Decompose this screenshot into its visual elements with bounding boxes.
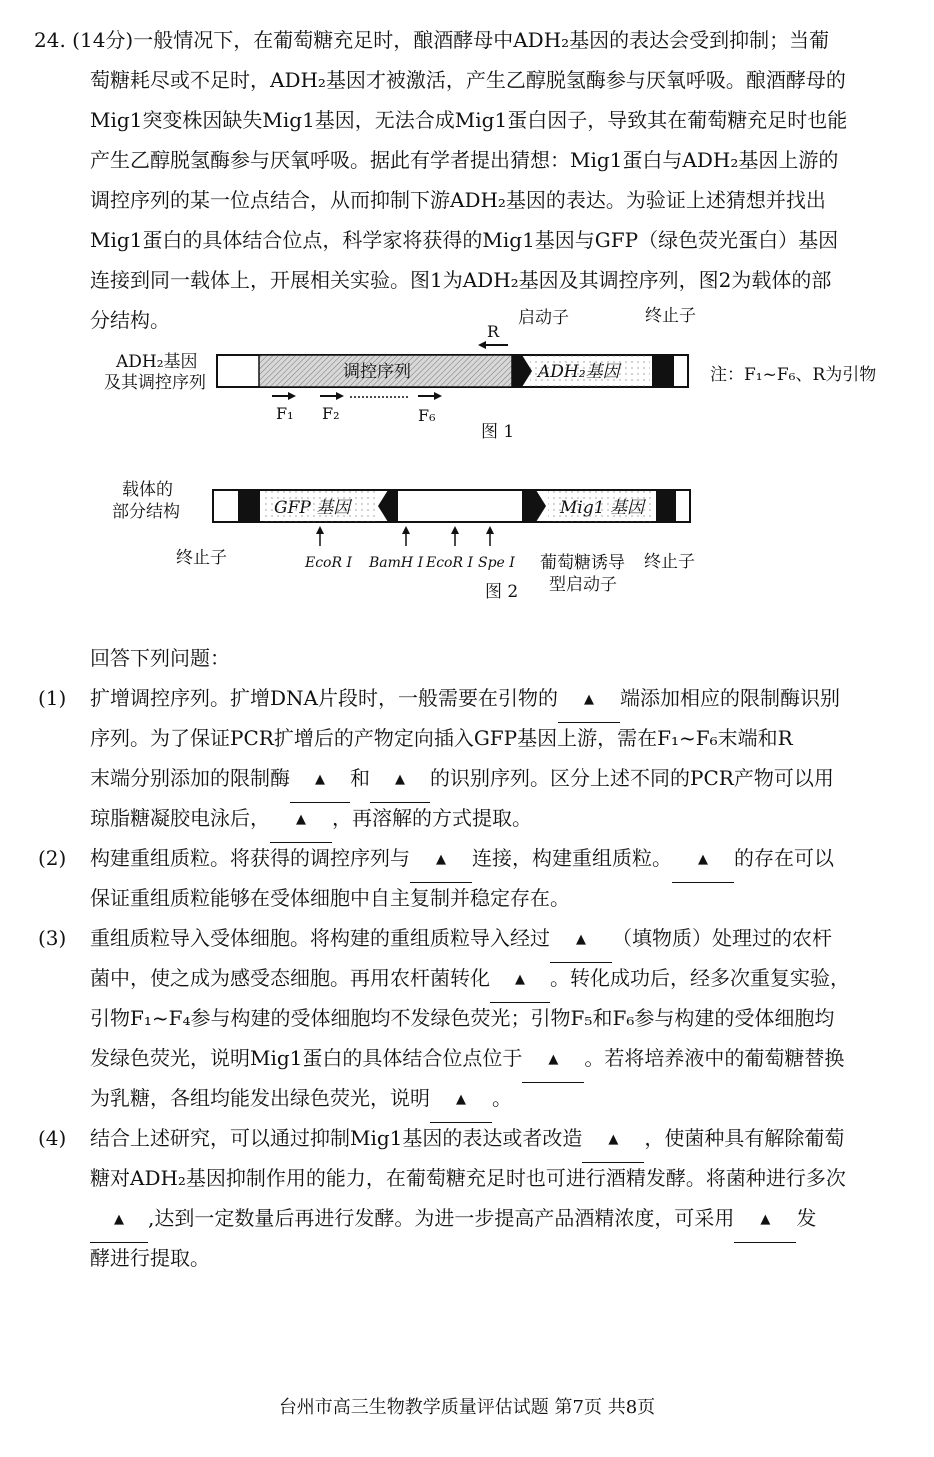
fig1-row-label-2: 及其调控序列 <box>104 373 206 393</box>
fig1-terminator-label: 终止子 <box>645 306 696 326</box>
part-2-line-1: 构建重组质粒。将获得的调控序列与 ▲ 连接，构建重组质粒。 ▲ 的存在可以 <box>90 838 834 883</box>
fig1-terminator-block <box>652 355 674 387</box>
part-3-line-2: 菌中，使之成为感受态细胞。再用农杆菌转化 ▲ 。转化成功后，经多次重复实验， <box>90 958 850 1003</box>
answer-blank[interactable]: ▲ <box>582 1118 644 1163</box>
question-line-1 <box>34 20 829 60</box>
fig2-terminator-right-block <box>656 490 676 522</box>
answer-blank[interactable]: ▲ <box>290 758 350 803</box>
part-3-line-5: 为乳糖，各组均能发出绿色荧光，说明 ▲ 。 <box>90 1078 512 1123</box>
answer-blank[interactable]: ▲ <box>90 1198 148 1243</box>
fig2-diagram <box>0 460 934 550</box>
fig2-site1-label: EcoR Ⅰ <box>305 555 353 571</box>
answer-prompt: 回答下列问题： <box>90 646 230 670</box>
page-footer: 台州市高三生物教学质量评估试题 第7页 共8页 <box>278 1397 656 1418</box>
fig1-primer-f6-label: F₆ <box>418 406 436 425</box>
fig1-caption: 图 1 <box>481 422 515 442</box>
part-4-line-3: ▲ ,达到一定数量后再进行发酵。为进一步提高产品酒精浓度，可采用 ▲ 发 <box>90 1198 816 1243</box>
answer-blank[interactable]: ▲ <box>558 678 620 723</box>
part-1-line-2: 序列。为了保证PCR扩增后的产物定向插入GFP基因上游，需在F₁~F₆末端和R <box>90 726 793 750</box>
intro-line: 调控序列的某一位点结合，从而抑制下游ADH₂基因的表达。为验证上述猜想并找出 <box>90 188 826 212</box>
part-1-number: (1) <box>38 686 67 710</box>
question-score: (14分) <box>72 28 134 52</box>
part-4-line-1: 结合上述研究，可以通过抑制Mig1基因的表达或者改造 ▲ ，使菌种具有解除葡萄 <box>90 1118 844 1163</box>
part-4-number: (4) <box>38 1126 67 1150</box>
part-4-line-4: 酵进行提取。 <box>90 1246 210 1270</box>
fig2-site4-label: Spe Ⅰ <box>478 555 515 571</box>
intro-line: Mig1突变株因缺失Mig1基因，无法合成Mig1蛋白因子，导致其在葡萄糖充足时也能 <box>90 108 848 132</box>
part-1-line-4: 琼脂糖凝胶电泳后， ▲ ，再溶解的方式提取。 <box>90 798 532 843</box>
answer-blank[interactable]: ▲ <box>270 798 332 843</box>
intro-line: 萄糖耗尽或不足时，ADH₂基因才被激活，产生乙醇脱氢酶参与厌氧呼吸。酿酒酵母的 <box>90 68 846 92</box>
fig2-terminator-right-label: 终止子 <box>644 552 695 572</box>
fig1-primer-r-label: R <box>487 322 500 341</box>
intro-line: 连接到同一载体上，开展相关实验。图1为ADH₂基因及其调控序列，图2为载体的部 <box>90 268 832 292</box>
fig2-caption: 图 2 <box>485 582 519 602</box>
fig2-mig1-label: Mig1 基因 <box>560 498 644 518</box>
fig2-terminator-left-block <box>238 490 260 522</box>
question-number: 24. <box>34 28 66 52</box>
part-4-line-2: 糖对ADH₂基因抑制作用的能力，在葡萄糖充足时也可进行酒精发酵。将菌种进行多次 <box>90 1166 846 1190</box>
fig1-primer-f1-label: F₁ <box>276 404 294 423</box>
intro-line: 一般情况下，在葡萄糖充足时，酿酒酵母中ADH₂基因的表达会受到抑制；当葡 <box>133 28 830 52</box>
fig1-row-label-1: ADH₂基因 <box>116 352 198 372</box>
fig1-gene-label: ADH₂基因 <box>538 362 620 382</box>
part-2-number: (2) <box>38 846 67 870</box>
intro-line: 产生乙醇脱氢酶参与厌氧呼吸。据此有学者提出猜想：Mig1蛋白与ADH₂基因上游的 <box>90 148 839 172</box>
part-2-line-2: 保证重组质粒能够在受体细胞中自主复制并稳定存在。 <box>90 886 570 910</box>
fig2-gfp-label: GFP 基因 <box>274 498 351 518</box>
part-3-line-1: 重组质粒导入受体细胞。将构建的重组质粒导入经过 ▲ （填物质）处理过的农杆 <box>90 918 832 963</box>
fig1-promoter-label: 启动子 <box>518 308 569 328</box>
fig2-site2-label: BamH Ⅰ <box>369 555 424 571</box>
fig2-row-label-2: 部分结构 <box>112 502 180 522</box>
fig1-note: 注：F₁~F₆、R为引物 <box>710 365 877 385</box>
part-1-line-3: 末端分别添加的限制酶 ▲ 和 ▲ 的识别序列。区分上述不同的PCR产物可以用 <box>90 758 834 803</box>
fig2-promoter-label-1: 葡萄糖诱导 <box>540 553 625 573</box>
answer-blank[interactable]: ▲ <box>550 918 612 963</box>
part-3-line-4: 发绿色荧光，说明Mig1蛋白的具体结合位点位于 ▲ 。若将培养液中的葡萄糖替换 <box>90 1038 844 1083</box>
answer-blank[interactable]: ▲ <box>490 958 550 1003</box>
fig2-site3-label: EcoR Ⅰ <box>426 555 474 571</box>
fig2-promoter-label-2: 型启动子 <box>549 575 617 595</box>
answer-blank[interactable]: ▲ <box>734 1198 796 1243</box>
answer-blank[interactable]: ▲ <box>370 758 430 803</box>
answer-blank[interactable]: ▲ <box>672 838 734 883</box>
answer-blank[interactable]: ▲ <box>430 1078 492 1123</box>
part-1-line-1: 扩增调控序列。扩增DNA片段时，一般需要在引物的 ▲ 端添加相应的限制酶识别 <box>90 678 840 723</box>
intro-line: Mig1蛋白的具体结合位点，科学家将获得的Mig1基因与GFP（绿色荧光蛋白）基因 <box>90 228 839 252</box>
part-3-number: (3) <box>38 926 67 950</box>
fig2-row-label-1: 载体的 <box>122 480 173 500</box>
intro-line: 分结构。 <box>90 308 170 332</box>
fig1-primer-f2-label: F₂ <box>322 404 340 423</box>
part-3-line-3: 引物F₁~F₄参与构建的受体细胞均不发绿色荧光；引物F₅和F₆参与构建的受体细胞均 <box>90 1006 835 1030</box>
fig2-terminator-left-label: 终止子 <box>176 548 227 568</box>
answer-blank[interactable]: ▲ <box>522 1038 584 1083</box>
answer-blank[interactable]: ▲ <box>410 838 472 883</box>
fig1-regulatory-label: 调控序列 <box>343 362 411 382</box>
